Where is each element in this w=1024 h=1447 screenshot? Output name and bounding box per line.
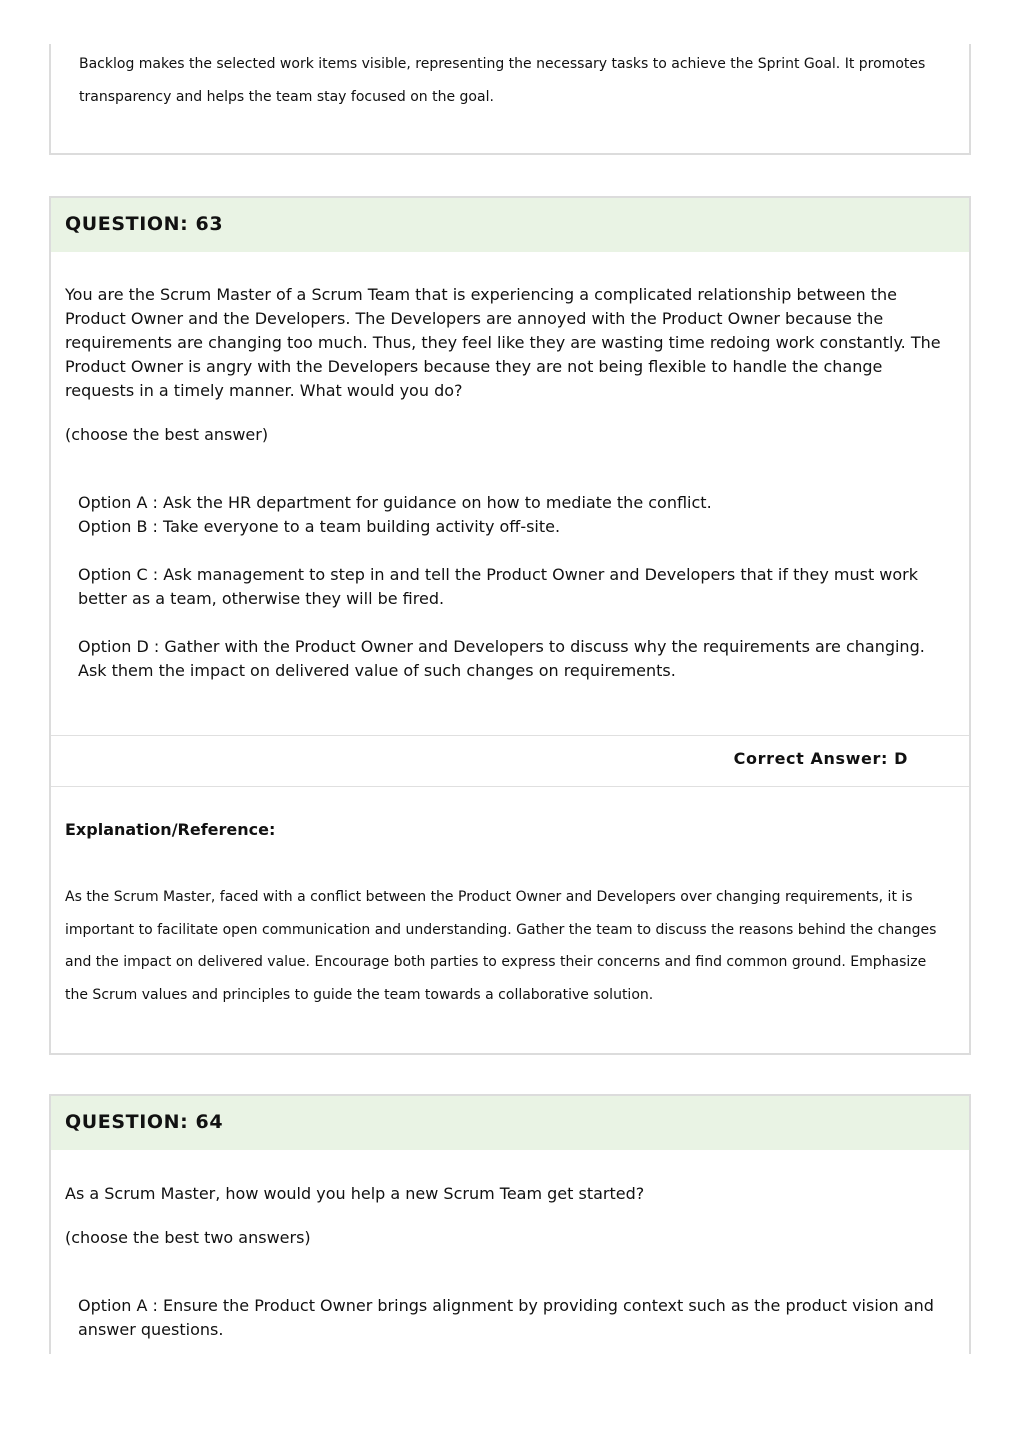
correct-answer-row: [51, 735, 969, 787]
question-body: [51, 1182, 969, 1342]
explanation-text: Backlog makes the selected work items visible, representing the necessary tasks to achieve the Sprint Goal. It promotes transparency and helps the team stay focused on the goal.: [79, 56, 926, 105]
question-text: You are the Scrum Master of a Scrum Team that is experiencing a complicated relationship between the Product Owner and the Developers. The Developers are annoyed with the Product Owner because the requirements are changing too much. Thus, they feel like they are wasting time redoing work constantly. The Product Owner is angry with the Developers because they are not being flexible to handle the change requests in a timely manner. What would you do?: [65, 285, 941, 400]
explanation-title: Explanation/Reference:: [65, 820, 276, 839]
question-card-63: [49, 196, 971, 1055]
options-list: [65, 491, 955, 683]
option-a: Option A : Ensure the Product Owner brings alignment by providing context such as the product vision and answer questions.: [78, 1296, 934, 1339]
previous-question-card: [49, 44, 971, 155]
question-instruction: (choose the best answer): [65, 425, 269, 444]
question-text: As a Scrum Master, how would you help a new Scrum Team get started?: [65, 1184, 645, 1203]
question-header: QUESTION: 64: [51, 1096, 969, 1150]
option-d: Option D : Gather with the Product Owner and Developers to discuss why the requirements are changing. Ask them the impact on delivered value of such changes on requirements.: [78, 637, 925, 680]
question-body: [51, 283, 969, 683]
question-header: QUESTION: 63: [51, 198, 969, 252]
option-b: Option B : Take everyone to a team building activity off-site.: [78, 517, 561, 536]
explanation-text: As the Scrum Master, faced with a conflict between the Product Owner and Developers over changing requirements, it is important to facilitate open communication and understanding. Gather the team to discuss the reasons behind the changes and the impact on delivered value. Encourage both parties to express their concerns and find common ground. Emphasize the Scrum values and principles to guide the team towards a collaborative solution.: [65, 889, 937, 1003]
question-card-64: [49, 1094, 971, 1354]
question-instruction: (choose the best two answers): [65, 1228, 311, 1247]
correct-answer: Correct Answer: D: [733, 749, 908, 768]
option-a: Option A : Ask the HR department for guidance on how to mediate the conflict.: [78, 493, 712, 512]
option-c: Option C : Ask management to step in and tell the Product Owner and Developers that if they must work better as a team, otherwise they will be fired.: [78, 565, 919, 608]
options-list: [65, 1294, 955, 1342]
